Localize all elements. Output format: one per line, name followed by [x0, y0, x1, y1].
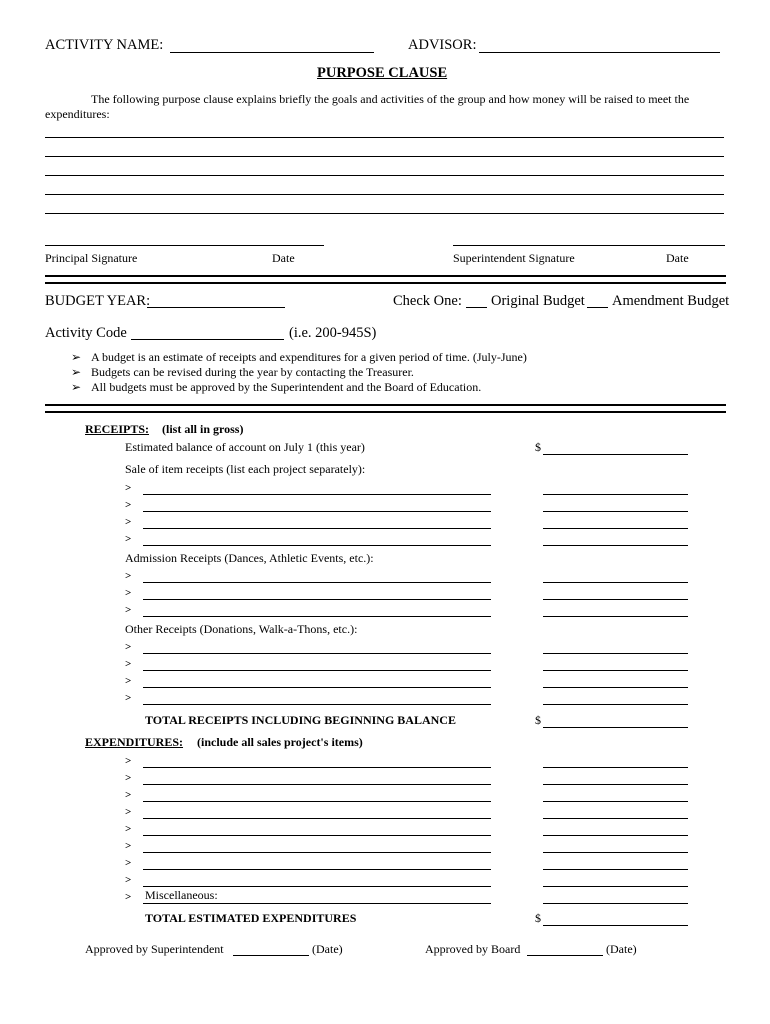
expenditure-item-line[interactable] — [143, 886, 491, 887]
original-budget-label: Original Budget — [491, 293, 585, 309]
budget-year-field[interactable] — [147, 307, 285, 308]
arrow-marker: > — [125, 823, 132, 835]
arrow-marker: > — [125, 874, 132, 886]
purpose-intro-line1: The following purpose clause explains briefly the goals and activities of the group and how money will be raised to meet the — [91, 92, 690, 106]
total-expenditures-label: TOTAL ESTIMATED EXPENDITURES — [145, 911, 357, 925]
arrow-marker: > — [125, 499, 132, 511]
sale-amount-line[interactable] — [543, 511, 688, 512]
arrow-marker: > — [125, 482, 132, 494]
expenditure-amount-line[interactable] — [543, 886, 688, 887]
arrow-marker: > — [125, 516, 132, 528]
budget-note-1: A budget is an estimate of receipts and expenditures for a given period of time. (July-June) — [91, 350, 527, 364]
other-amount-line[interactable] — [543, 670, 688, 671]
expenditure-amount-line[interactable] — [543, 784, 688, 785]
board-approval-date-field[interactable] — [527, 955, 603, 956]
section-divider-1 — [45, 275, 726, 284]
original-budget-checkbox[interactable] — [466, 307, 487, 308]
other-item-line[interactable] — [143, 687, 491, 688]
purpose-line-2[interactable] — [45, 156, 724, 157]
arrow-marker: > — [125, 692, 132, 704]
amendment-budget-checkbox[interactable] — [587, 307, 608, 308]
sale-item-line[interactable] — [143, 545, 491, 546]
total-receipts-amount[interactable] — [543, 727, 688, 728]
arrow-marker: > — [125, 658, 132, 670]
superintendent-date-label: Date — [666, 251, 689, 265]
dollar-sign: $ — [535, 440, 541, 454]
arrow-marker: > — [125, 772, 132, 784]
expenditure-item-line[interactable] — [143, 835, 491, 836]
arrow-marker: > — [125, 891, 132, 903]
amendment-budget-label: Amendment Budget — [612, 293, 730, 309]
other-amount-line[interactable] — [543, 653, 688, 654]
expenditure-item-line[interactable] — [143, 801, 491, 802]
purpose-line-4[interactable] — [45, 194, 724, 195]
arrow-marker: > — [125, 533, 132, 545]
sale-amount-line[interactable] — [543, 528, 688, 529]
superintendent-signature-label: Superintendent Signature — [453, 251, 575, 265]
bullet-icon: ➢ — [71, 365, 82, 379]
bullet-icon: ➢ — [71, 350, 82, 364]
admission-item-line[interactable] — [143, 616, 491, 617]
sale-amount-line[interactable] — [543, 494, 688, 495]
expenditure-item-line[interactable] — [143, 818, 491, 819]
purpose-line-1[interactable] — [45, 137, 724, 138]
miscellaneous-label: Miscellaneous: — [145, 888, 218, 902]
expenditure-amount-line[interactable] — [543, 869, 688, 870]
other-item-line[interactable] — [143, 670, 491, 671]
admission-receipts-label: Admission Receipts (Dances, Athletic Events, etc.): — [125, 551, 374, 565]
principal-signature-line[interactable] — [45, 245, 324, 246]
section-divider-2 — [45, 404, 726, 413]
arrow-marker: > — [125, 641, 132, 653]
approved-by-superintendent-label: Approved by Superintendent — [85, 942, 224, 956]
bullet-icon: ➢ — [71, 380, 82, 394]
other-item-line[interactable] — [143, 653, 491, 654]
dollar-sign: $ — [535, 713, 541, 727]
sale-amount-line[interactable] — [543, 545, 688, 546]
admission-item-line[interactable] — [143, 582, 491, 583]
purpose-line-5[interactable] — [45, 213, 724, 214]
admission-amount-line[interactable] — [543, 582, 688, 583]
admission-amount-line[interactable] — [543, 616, 688, 617]
receipts-note: (list all in gross) — [162, 422, 244, 436]
expenditures-heading: EXPENDITURES: — [85, 735, 184, 749]
expenditure-amount-line[interactable] — [543, 767, 688, 768]
activity-code-example: (i.e. 200-945S) — [289, 325, 377, 341]
purpose-line-3[interactable] — [45, 175, 724, 176]
superintendent-approval-date-field[interactable] — [233, 955, 309, 956]
superintendent-signature-line[interactable] — [453, 245, 725, 246]
arrow-marker: > — [125, 587, 132, 599]
miscellaneous-amount-line[interactable] — [543, 903, 688, 904]
sale-item-line[interactable] — [143, 528, 491, 529]
arrow-marker: > — [125, 570, 132, 582]
estimated-balance-amount[interactable] — [543, 454, 688, 455]
expenditure-item-line[interactable] — [143, 869, 491, 870]
superintendent-date-label: (Date) — [312, 942, 343, 956]
other-amount-line[interactable] — [543, 704, 688, 705]
total-expenditures-amount[interactable] — [543, 925, 688, 926]
expenditure-amount-line[interactable] — [543, 818, 688, 819]
arrow-marker: > — [125, 806, 132, 818]
advisor-label: ADVISOR: — [408, 37, 477, 53]
sale-item-line[interactable] — [143, 494, 491, 495]
estimated-balance-label: Estimated balance of account on July 1 (this year) — [125, 440, 365, 454]
other-receipts-label: Other Receipts (Donations, Walk-a-Thons, etc.): — [125, 622, 358, 636]
budget-year-label: BUDGET YEAR: — [45, 293, 151, 309]
expenditure-amount-line[interactable] — [543, 801, 688, 802]
expenditures-note: (include all sales project's items) — [197, 735, 363, 749]
admission-item-line[interactable] — [143, 599, 491, 600]
check-one-label: Check One: — [393, 293, 462, 309]
miscellaneous-line[interactable] — [143, 903, 491, 904]
expenditure-item-line[interactable] — [143, 852, 491, 853]
dollar-sign: $ — [535, 911, 541, 925]
board-date-label: (Date) — [606, 942, 637, 956]
principal-date-label: Date — [272, 251, 295, 265]
sale-receipts-label: Sale of item receipts (list each project separately): — [125, 462, 366, 476]
expenditure-item-line[interactable] — [143, 784, 491, 785]
expenditure-amount-line[interactable] — [543, 852, 688, 853]
activity-name-label: ACTIVITY NAME: — [45, 37, 164, 53]
approved-by-board-label: Approved by Board — [425, 942, 521, 956]
purpose-clause-title: PURPOSE CLAUSE — [317, 65, 448, 81]
receipts-heading: RECEIPTS: — [85, 422, 150, 436]
principal-signature-label: Principal Signature — [45, 251, 138, 265]
arrow-marker: > — [125, 755, 132, 767]
expenditure-item-line[interactable] — [143, 767, 491, 768]
other-amount-line[interactable] — [543, 687, 688, 688]
activity-code-label: Activity Code — [45, 325, 127, 341]
arrow-marker: > — [125, 857, 132, 869]
advisor-field[interactable] — [479, 52, 720, 53]
activity-name-field[interactable] — [170, 52, 374, 53]
expenditure-amount-line[interactable] — [543, 835, 688, 836]
arrow-marker: > — [125, 840, 132, 852]
arrow-marker: > — [125, 789, 132, 801]
admission-amount-line[interactable] — [543, 599, 688, 600]
arrow-marker: > — [125, 604, 132, 616]
budget-note-3: All budgets must be approved by the Superintendent and the Board of Education. — [91, 380, 482, 394]
budget-note-2: Budgets can be revised during the year by contacting the Treasurer. — [91, 365, 414, 379]
total-receipts-label: TOTAL RECEIPTS INCLUDING BEGINNING BALANCE — [145, 713, 456, 727]
purpose-intro-line2: expenditures: — [45, 107, 110, 121]
other-item-line[interactable] — [143, 704, 491, 705]
arrow-marker: > — [125, 675, 132, 687]
sale-item-line[interactable] — [143, 511, 491, 512]
activity-code-field[interactable] — [131, 339, 284, 340]
